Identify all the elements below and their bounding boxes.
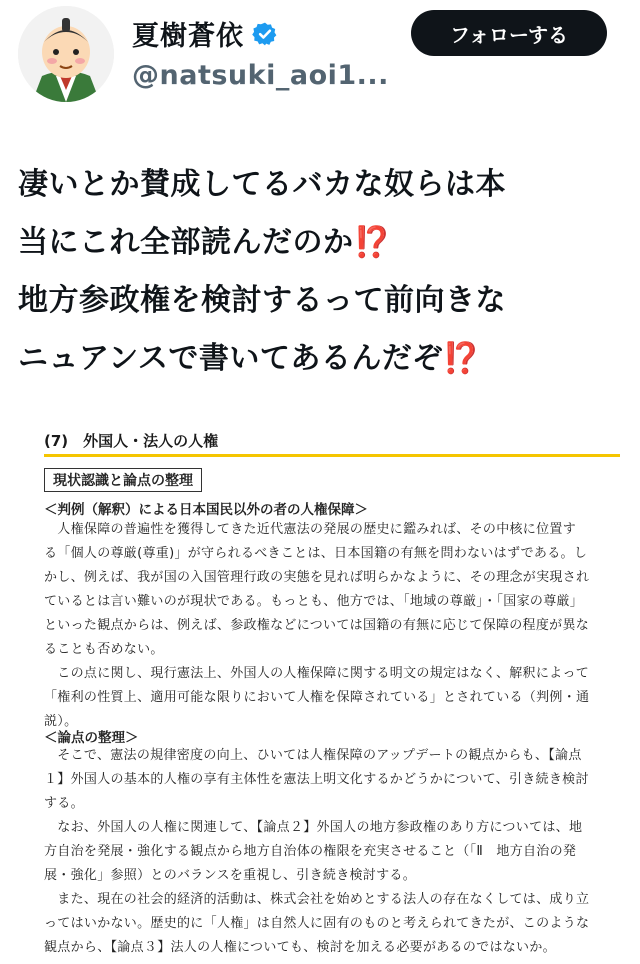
text-line: 説）。 bbox=[44, 714, 78, 729]
text-line: また、現在の社会的経済的活動は、株式会社を始めとする法人の存在なくしては、成り立 bbox=[44, 892, 590, 907]
text-line: 方自治を発展・強化する観点から地方自治体の権限を充実させること（「Ⅱ 地方自治の発 bbox=[44, 844, 577, 859]
text-line: る「個人の尊厳(尊重)」が守られるべきことは、日本国籍の有無を問わないはずである。し bbox=[44, 546, 588, 561]
boxed-heading: 現状認識と論点の整理 bbox=[44, 468, 202, 492]
title-underline bbox=[44, 454, 620, 457]
display-name[interactable]: 夏樹蒼依 bbox=[132, 21, 244, 52]
text-line: １】外国人の基本的人権の享有主体性を憲法上明文化するかどうかについて、引き続き検討 bbox=[44, 772, 589, 787]
text-line: する。 bbox=[44, 796, 84, 811]
text-line: なお、外国人の人権に関連して、【論点２】外国人の地方参政権のあり方については、地 bbox=[44, 820, 583, 835]
tweet-line: 当にこれ全部読んだのか⁉️ bbox=[18, 225, 392, 260]
text-line: ているとは言い難いのが現状である。もっとも、他方では、「地域の尊厳」・「国家の尊厳」 bbox=[44, 594, 584, 609]
section-body bbox=[44, 518, 620, 734]
tweet-line: 地方参政権を検討するって前向きな bbox=[18, 283, 506, 318]
tweet-line: ニュアンスで書いてあるんだぞ⁉️ bbox=[18, 341, 481, 376]
section-body bbox=[44, 744, 620, 960]
verified-badge-icon bbox=[252, 21, 278, 47]
text-line: ることも否めない。 bbox=[44, 642, 164, 657]
section-heading: ＜判例（解釈）による日本国民以外の者の人権保障＞ bbox=[44, 502, 368, 518]
attached-image[interactable] bbox=[24, 400, 628, 960]
name-row bbox=[132, 14, 278, 53]
exclamation-question-icon: ⁉️ bbox=[442, 341, 481, 376]
text-line: ってはいかない。歴史的に「人権」は自然人に固有のものと考えられてきたが、このような bbox=[44, 916, 590, 931]
document-title: (7) 外国人・法人の人権 bbox=[44, 432, 219, 450]
user-handle[interactable]: @natsuki_aoi1... bbox=[132, 60, 389, 91]
text-line: そこで、憲法の規律密度の向上、ひいては人権保障のアップデートの観点からも、【論点 bbox=[44, 748, 582, 763]
tweet-header bbox=[0, 0, 640, 120]
text-line: 「権利の性質上、適用可能な限りにおいて人権を保障されている」とされている（判例・通 bbox=[44, 690, 590, 705]
text-line: 展・強化」参照）とのバランスを重視し、引き続き検討する。 bbox=[44, 868, 417, 883]
text-line: 観点から、【論点３】法人の人権についても、検討を加える必要があるのではないか。 bbox=[44, 940, 556, 955]
text-line: といった観点からは、例えば、参政権などについては国籍の有無に応じて保障の程度が異な bbox=[44, 618, 590, 633]
tweet-line: 凄いとか賛成してるバカな奴らは本 bbox=[18, 167, 506, 202]
tweet-text bbox=[18, 156, 622, 388]
text-line: この点に関し、現行憲法上、外国人の人権保障に関する明文の規定はなく、解釈によって bbox=[44, 666, 590, 681]
text-line: 人権保障の普遍性を獲得してきた近代憲法の発展の歴史に鑑みれば、その中核に位置す bbox=[44, 522, 577, 537]
follow-button[interactable]: フォローする bbox=[411, 10, 607, 56]
section-heading: ＜論点の整理＞ bbox=[44, 730, 139, 746]
exclamation-question-icon: ⁉️ bbox=[353, 225, 392, 260]
text-line: かし、例えば、我が国の入国管理行政の実態を見れば明らかなように、その理念が実現され bbox=[44, 570, 590, 585]
samurai-avatar-icon bbox=[18, 6, 114, 102]
avatar[interactable] bbox=[18, 6, 114, 102]
